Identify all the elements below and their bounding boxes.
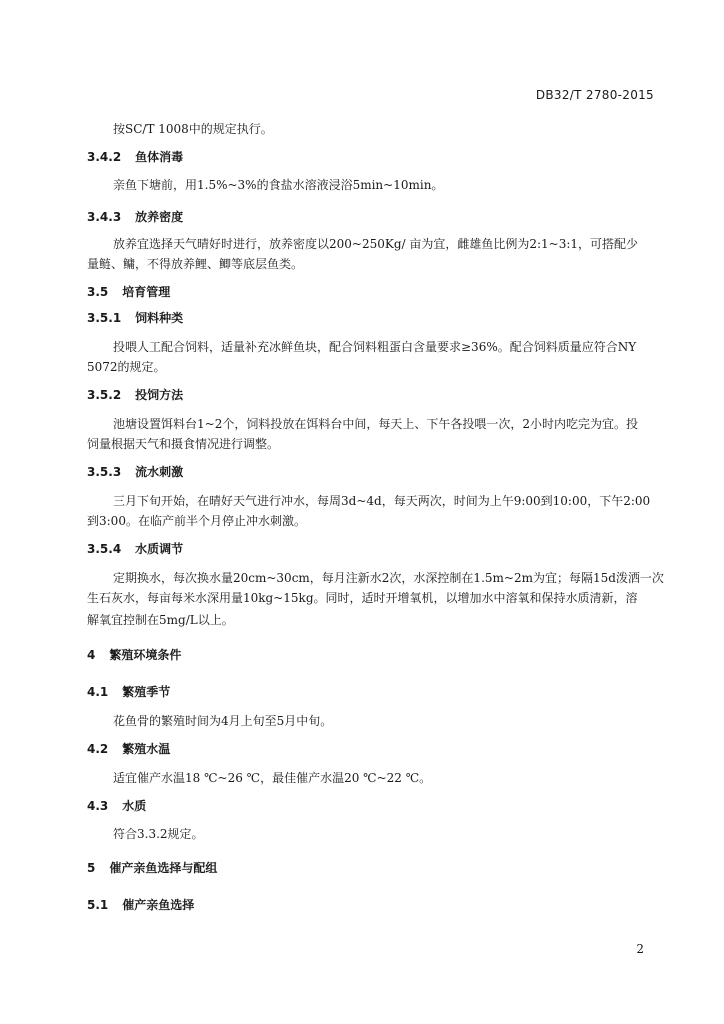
section-heading [87, 797, 146, 814]
section-heading [87, 740, 170, 757]
section-heading [87, 208, 183, 225]
section-heading [87, 283, 170, 300]
paragraph-continuation: 到3:00。在临产前半个月停止冲水刺激。 [87, 514, 306, 528]
paragraph: 投喂人工配合饲料，适量补充冰鲜鱼块，配合饲料粗蛋白含量要求≥36%。配合饲料质量应符合NY [113, 340, 637, 354]
section-heading [87, 646, 181, 663]
section-number: 3.5.3 [87, 465, 122, 479]
paragraph: 符合3.3.2规定。 [113, 827, 204, 841]
document-code-header: DB32/T 2780-2015 [535, 88, 654, 102]
section-number: 5 [87, 861, 96, 875]
section-heading [87, 896, 194, 913]
section-heading [87, 148, 183, 165]
section-title: 水质调节 [135, 542, 184, 556]
section-number: 4.1 [87, 685, 109, 699]
section-number: 5.1 [87, 898, 109, 912]
section-title: 繁殖环境条件 [109, 648, 182, 662]
paragraph-continuation: 量鲢、鳙，不得放养鲤、鲫等底层鱼类。 [87, 257, 304, 271]
section-number: 3.4.2 [87, 150, 122, 164]
paragraph: 按SC/T 1008中的规定执行。 [113, 122, 273, 136]
paragraph-continuation: 生石灰水，每亩每米水深用量10kg~15kg。同时，适时开增氧机，以增加水中溶氧和保持水质清新，溶 [87, 591, 638, 605]
section-heading [87, 386, 183, 403]
section-title: 鱼体消毒 [135, 150, 184, 164]
section-number: 3.5.4 [87, 542, 122, 556]
page-number: 2 [636, 942, 644, 956]
section-number: 4 [87, 648, 96, 662]
paragraph: 亲鱼下塘前，用1.5%~3%的食盐水溶液浸浴5min~10min。 [113, 178, 444, 192]
section-title: 放养密度 [135, 210, 184, 224]
section-title: 水质 [122, 799, 147, 813]
paragraph: 定期换水，每次换水量20cm~30cm，每月注新水2次，水深控制在1.5m~2m为宜；每隔15d泼洒一次 [113, 571, 664, 585]
section-number: 3.5 [87, 285, 109, 299]
paragraph: 花鱼骨的繁殖时间为4月上旬至5月中旬。 [113, 714, 333, 728]
section-number: 3.5.1 [87, 311, 122, 325]
paragraph: 池塘设置饵料台1~2个，饲料投放在饵料台中间，每天上、下午各投喂一次，2小时内吃完为宜。投 [113, 417, 638, 431]
paragraph-continuation: 饲量根据天气和摄食情况进行调整。 [87, 437, 280, 451]
section-number: 4.3 [87, 799, 109, 813]
paragraph: 适宜催产水温18 ℃~26 ℃，最佳催产水温20 ℃~22 ℃。 [113, 771, 432, 785]
section-heading [87, 463, 183, 480]
paragraph: 放养宜选择天气晴好时进行，放养密度以200~250Kg/ 亩为宜，雌雄鱼比例为2:1~3:1，可搭配少 [113, 237, 639, 251]
section-title: 催产亲鱼选择与配组 [109, 861, 218, 875]
paragraph-continuation: 5072的规定。 [87, 360, 166, 374]
paragraph: 三月下旬开始，在晴好天气进行冲水，每周3d~4d，每天两次，时间为上午9:00到10:00，下午2:00 [113, 494, 651, 508]
section-title: 饲料种类 [135, 311, 184, 325]
section-number: 3.5.2 [87, 388, 122, 402]
section-title: 繁殖水温 [122, 742, 171, 756]
section-title: 投饲方法 [135, 388, 184, 402]
section-number: 3.4.3 [87, 210, 122, 224]
section-heading [87, 309, 183, 326]
section-title: 繁殖季节 [122, 685, 171, 699]
section-heading [87, 859, 217, 876]
section-title: 培育管理 [122, 285, 171, 299]
section-heading [87, 683, 170, 700]
section-number: 4.2 [87, 742, 109, 756]
section-title: 催产亲鱼选择 [122, 898, 195, 912]
paragraph-continuation: 解氧宜控制在5mg/L以上。 [87, 613, 234, 627]
section-title: 流水刺激 [135, 465, 184, 479]
section-heading [87, 540, 183, 557]
